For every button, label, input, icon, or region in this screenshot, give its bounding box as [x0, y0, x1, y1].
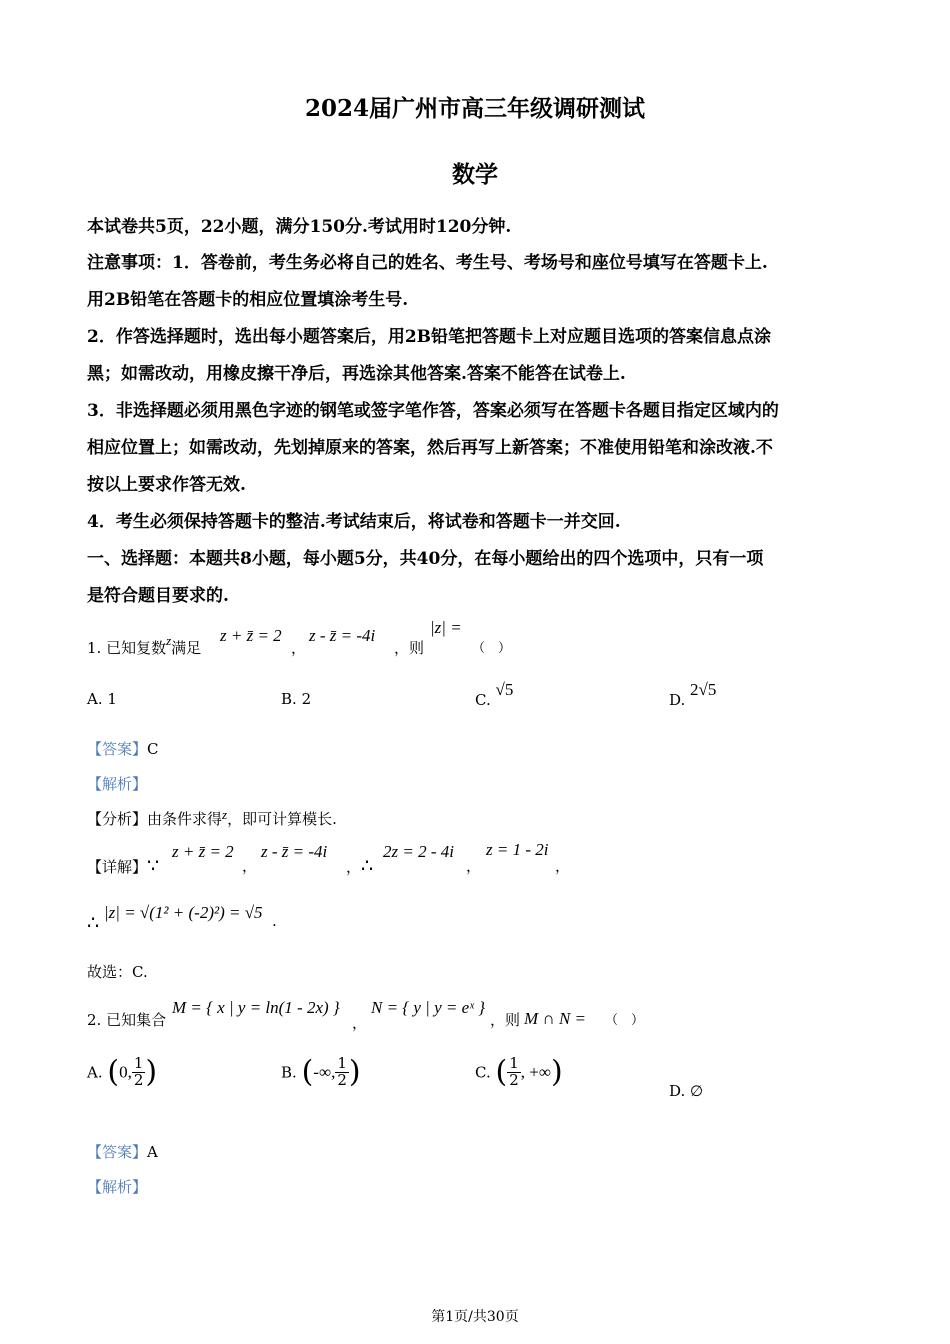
detail-result-2: z = 1 - 2i	[486, 840, 549, 859]
instruction-line: 3．非选择题必须用黑色字迹的钢笔或签字笔作答，答案必须写在答题卡各题目指定区域内的	[87, 401, 779, 421]
option-b: B. 2	[281, 690, 312, 708]
answer-line	[87, 738, 159, 759]
then-text: ，则	[490, 1011, 521, 1029]
option-a: A. 1	[87, 690, 117, 708]
modulus-calculation: |z| = √(1² + (-2)²) = √5	[104, 903, 263, 922]
detail-cond-2: z - z̄ = -4i	[261, 842, 328, 861]
therefore-symbol: ∴	[87, 912, 100, 934]
question-prefix: 1. 已知复数	[87, 639, 167, 657]
conclusion: 故选：C.	[87, 963, 148, 981]
page-footer: 第1页/共30页	[431, 1309, 519, 1325]
instruction-line: 按以上要求作答无效.	[87, 475, 246, 495]
intersection-expr: M ∩ N =	[524, 1009, 586, 1028]
detail-cond-1: z + z̄ = 2	[172, 842, 234, 861]
answer-blank: （ ）	[605, 1013, 645, 1028]
instruction-line: 相应位置上；如需改动，先划掉原来的答案，然后再写上新答案；不准使用铅笔和涂改液.不	[87, 438, 773, 458]
satisfy-text: 满足	[171, 639, 202, 657]
modulus-expr: |z| =	[430, 618, 462, 637]
condition-1: z + z̄ = 2	[220, 626, 282, 645]
question-1-stem	[87, 633, 202, 658]
analysis-tag: 【解析】	[87, 1178, 148, 1196]
exam-title: 2024届广州市高三年级调研测试	[304, 95, 645, 122]
var-z: z	[166, 633, 172, 648]
option-a: A. (0, $\frac{1}{2}$ )	[87, 1054, 158, 1090]
detail-result-1: 2z = 2 - 4i	[383, 842, 454, 861]
instruction-line: 本试卷共5页，22小题，满分150分.考试用时120分钟.	[87, 217, 512, 237]
detail-line: 【详解】∵	[87, 855, 160, 877]
condition-2: z - z̄ = -4i	[309, 626, 376, 645]
answer-value: C	[147, 740, 159, 758]
question-2-prefix: 2. 已知集合	[87, 1011, 167, 1029]
set-m: M = { x | y = ln(1 - 2x) }	[172, 998, 340, 1017]
instruction-line: 2．作答选择题时，选出每小题答案后，用2B铅笔把答题卡上对应题目选项的答案信息点涂	[87, 327, 772, 347]
instruction-line: 注意事项：1．答卷前，考生务必将自己的姓名、考生号、考场号和座位号填写在答题卡上.	[87, 253, 768, 273]
answer-value: A	[147, 1143, 158, 1161]
option-c: C. √5	[475, 680, 514, 709]
answer-tag: 【答案】	[87, 1143, 148, 1161]
option-d: D. ∅	[669, 1082, 704, 1100]
instruction-line: 黑；如需改动，用橡皮擦干净后，再选涂其他答案.答案不能答在试卷上.	[87, 364, 626, 384]
option-d: D. 2√5	[669, 680, 717, 709]
section-heading: 是符合题目要求的.	[87, 586, 229, 606]
answer-blank: （ ）	[472, 641, 512, 656]
answer-line	[87, 1141, 158, 1162]
subject-title: 数学	[452, 161, 498, 188]
fenxi-line: 【分析】由条件求得z，即可计算模长.	[87, 807, 337, 828]
then-text: ，则	[394, 639, 425, 657]
set-n: N = { y | y = eˣ }	[371, 998, 485, 1017]
analysis-tag: 【解析】	[87, 775, 148, 793]
answer-tag: 【答案】	[87, 740, 148, 758]
option-b: B. (-∞, $\frac{1}{2}$ )	[281, 1054, 361, 1090]
option-c: C. ( $\frac{1}{2}$ , +∞)	[475, 1054, 563, 1090]
section-heading: 一、选择题：本题共8小题，每小题5分，共40分，在每小题给出的四个选项中，只有一项	[87, 549, 764, 569]
instruction-line: 4．考生必须保持答题卡的整洁.考试结束后，将试卷和答题卡一并交回.	[87, 512, 621, 532]
instruction-line: 用2B铅笔在答题卡的相应位置填涂考生号.	[87, 290, 409, 310]
